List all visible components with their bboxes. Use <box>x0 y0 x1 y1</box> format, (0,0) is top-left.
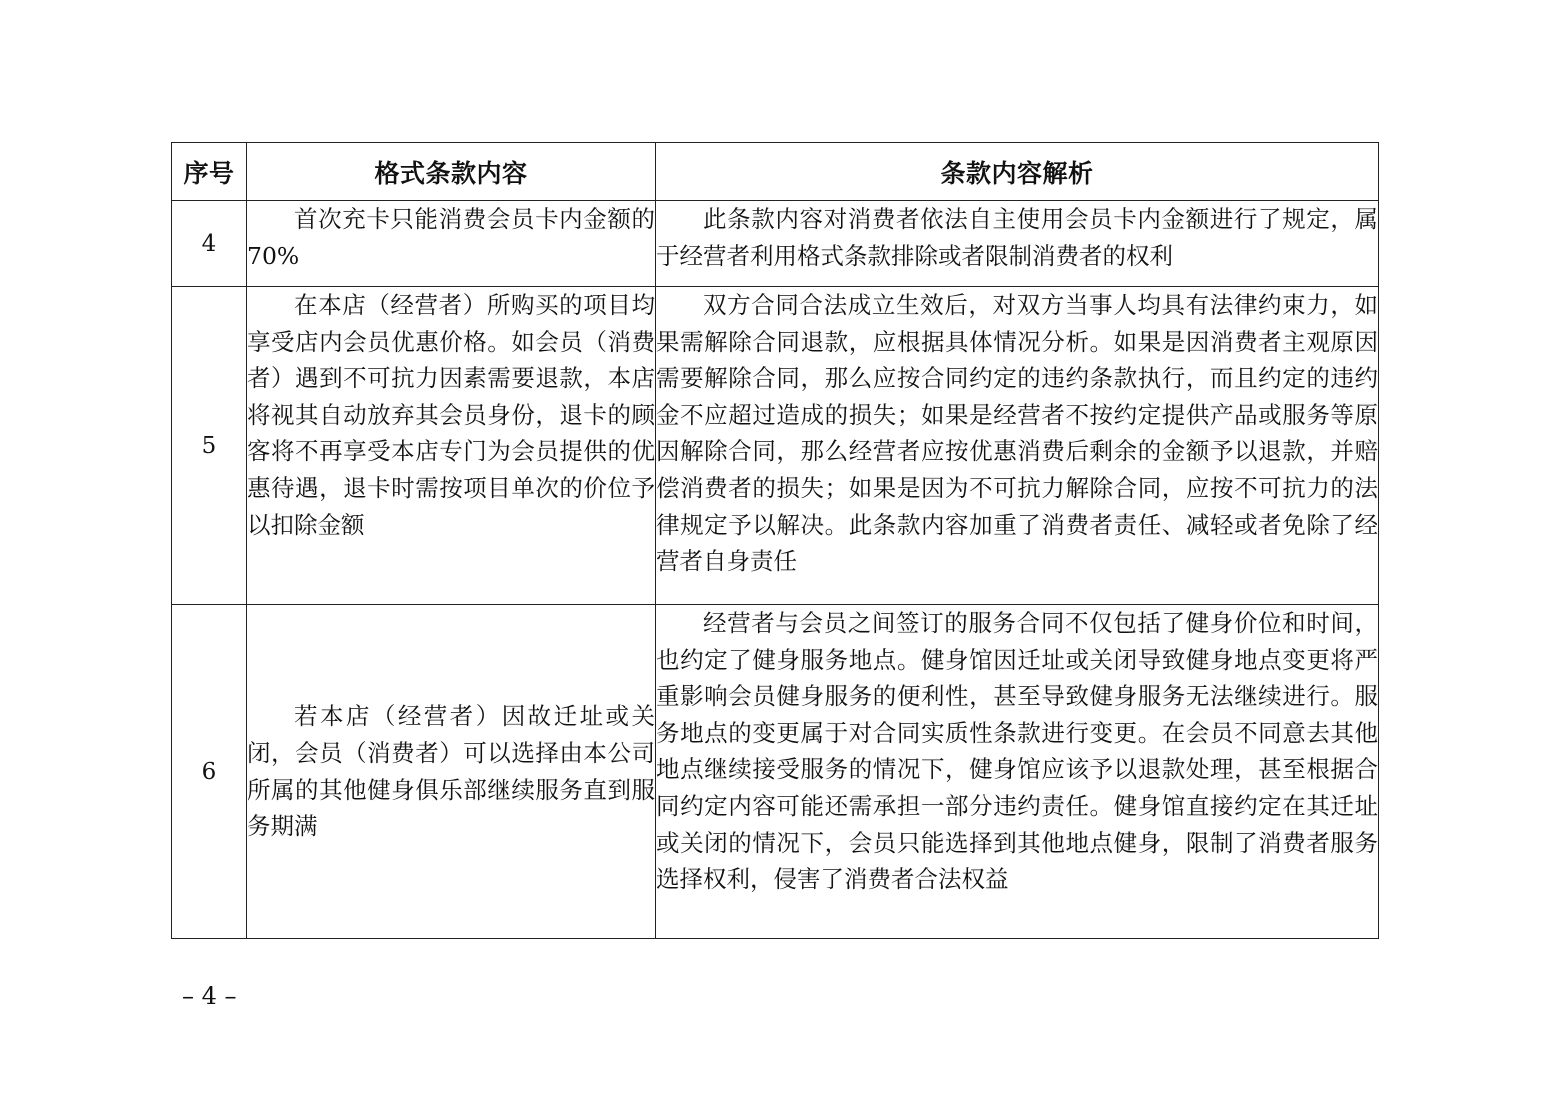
table-header-row <box>172 143 1379 201</box>
row-number: 4 <box>172 201 247 287</box>
header-serial: 序号 <box>172 143 247 201</box>
header-analysis: 条款内容解析 <box>656 143 1379 201</box>
analysis-text: 双方合同合法成立生效后，对双方当事人均具有法律约束力，如果需解除合同退款，应根据具体情况分析。如果是因消费者主观原因需要解除合同，那么应按合同约定的违约条款执行，而且约定的违约金不应超过造成的损失；如果是经营者不按约定提供产品或服务等原因解除合同，那么经营者应按优惠消费后剩余的金额予以退款，并赔偿消费者的损失；如果是因为不可抗力解除合同，应按不可抗力的法律规定予以解决。此条款内容加重了消费者责任、减轻或者免除了经营者自身责任 <box>656 287 1379 605</box>
page-number: – 4 – <box>182 982 237 1010</box>
clause-text: 在本店（经营者）所购买的项目均享受店内会员优惠价格。如会员（消费者）遇到不可抗力因素需要退款，本店将视其自动放弃其会员身份，退卡的顾客将不再享受本店专门为会员提供的优惠待遇，退卡时需按项目单次的价位予以扣除金额 <box>247 287 656 605</box>
row-number: 6 <box>172 605 247 939</box>
header-clause: 格式条款内容 <box>247 143 656 201</box>
row-number: 5 <box>172 287 247 605</box>
analysis-text: 此条款内容对消费者依法自主使用会员卡内金额进行了规定，属于经营者利用格式条款排除或者限制消费者的权利 <box>656 201 1379 287</box>
table-row <box>172 287 1379 605</box>
table-row <box>172 201 1379 287</box>
clause-table <box>171 142 1379 939</box>
analysis-text: 经营者与会员之间签订的服务合同不仅包括了健身价位和时间，也约定了健身服务地点。健身馆因迁址或关闭导致健身地点变更将严重影响会员健身服务的便利性，甚至导致健身服务无法继续进行。服务地点的变更属于对合同实质性条款进行变更。在会员不同意去其他地点继续接受服务的情况下，健身馆应该予以退款处理，甚至根据合同约定内容可能还需承担一部分违约责任。健身馆直接约定在其迁址或关闭的情况下，会员只能选择到其他地点健身，限制了消费者服务选择权利，侵害了消费者合法权益 <box>656 605 1379 939</box>
clause-text: 首次充卡只能消费会员卡内金额的 70% <box>247 201 656 287</box>
table-row <box>172 605 1379 939</box>
clause-text: 若本店（经营者）因故迁址或关闭，会员（消费者）可以选择由本公司所属的其他健身俱乐部继续服务直到服务期满 <box>247 605 656 939</box>
